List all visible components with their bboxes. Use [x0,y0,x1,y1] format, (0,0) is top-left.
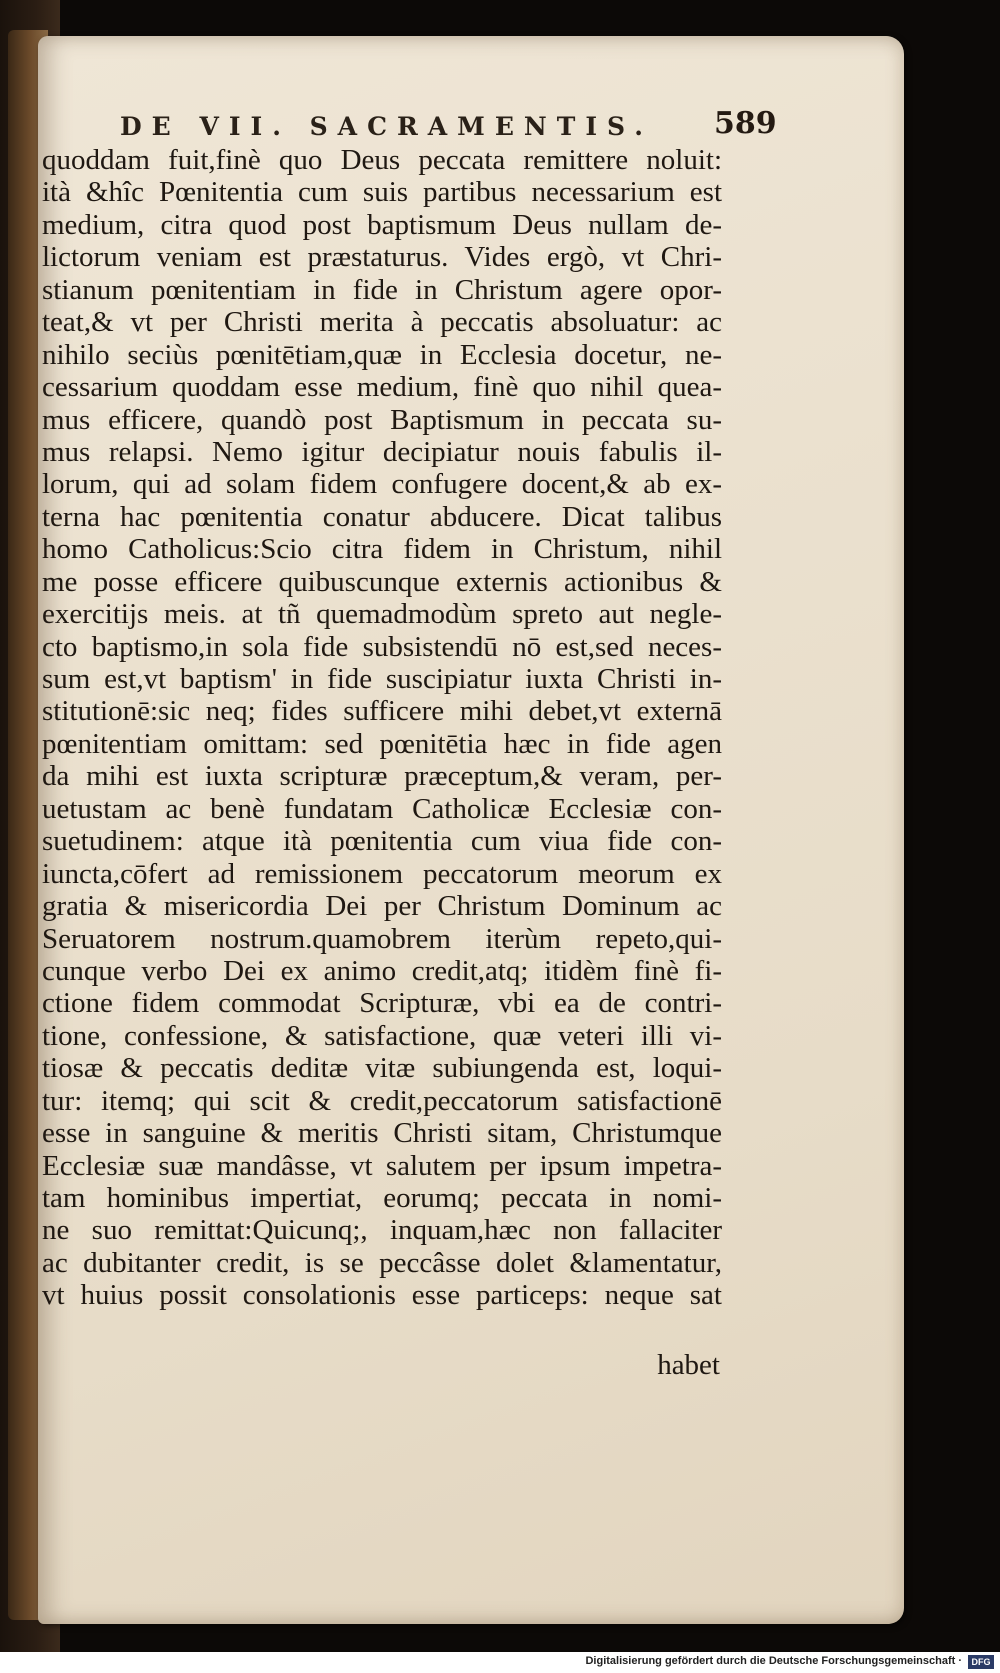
text-line: pœnitentiam omittam: sed pœnitētia hæc in fide agen [42,727,722,760]
text-line: ità &hîc Pœnitentia cum suis partibus necessarium est [42,176,722,209]
text-line: nihilo seciùs pœnitētiam,quæ in Ecclesia docetur, ne- [42,338,722,371]
text-line: cto baptismo,in sola fide subsistendū nō est,sed neces- [42,630,722,663]
text-line: Ecclesiæ suæ mandâsse, vt salutem per ipsum impetra- [42,1149,722,1182]
text-line: Seruatorem nostrum.quamobrem iterùm repeto,qui- [42,922,722,955]
text-line: mus relapsi. Nemo igitur decipiatur nouis fabulis il- [42,435,722,468]
text-line: suetudinem: atque ità pœnitentia cum viua fide con- [42,825,722,858]
text-line: da mihi est iuxta scripturæ præceptum,& veram, per- [42,760,722,793]
text-line: gratia & misericordia Dei per Christum Dominum ac [42,890,722,923]
text-line: quoddam fuit,finè quo Deus peccata remittere noluit: [42,144,722,176]
text-line: cessarium quoddam esse medium, finè quo nihil quea- [42,371,722,404]
text-line: tiosæ & peccatis deditæ vitæ subiungenda est, loqui- [42,1052,722,1085]
text-line: esse in sanguine & meritis Christi sitam, Christumque [42,1117,722,1150]
text-line: exercitijs meis. at tñ quemadmodùm spreto aut negle- [42,598,722,631]
text-line: tione, confessione, & satisfactione, quæ veteri illi vi- [42,1019,722,1052]
text-line: tam hominibus impertiat, eorumq; peccata in nomi- [42,1182,722,1214]
body-text [42,144,722,1312]
text-line: homo Catholicus:Scio citra fidem in Christum, nihil [42,533,722,566]
text-line: teat,& vt per Christi merita à peccatis absoluatur: ac [42,306,722,339]
text-line: lictorum veniam est præstaturus. Vides ergò, vt Chri- [42,241,722,274]
text-line: tur: itemq; qui scit & credit,peccatorum satisfactionē [42,1084,722,1117]
text-line: ctione fidem commodat Scripturæ, vbi ea de contri- [42,987,722,1020]
text-line: uetustam ac benè fundatam Catholicæ Ecclesiæ con- [42,792,722,825]
text-line: medium, citra quod post baptismum Deus nullam de- [42,208,722,241]
text-line: ne suo remittat:Quicunq;, inquam,hæc non fallaciter [42,1214,722,1247]
text-line: stitutionē:sic neq; fides sufficere mihi debet,vt externā [42,695,722,728]
text-line: lorum, qui ad solam fidem confugere docent,& ab ex- [42,468,722,501]
text-line: me posse efficere quibuscunque externis actionibus & [42,565,722,598]
catchword: habet [657,1349,720,1381]
text-line: stianum pœnitentiam in fide in Christum agere opor- [42,273,722,306]
text-line: iuncta,cōfert ad remissionem peccatorum meorum ex [42,857,722,890]
running-head: DE VII. SACRAMENTIS. [120,112,653,141]
dfg-logo: DFG [968,1655,994,1669]
text-line: cunque verbo Dei ex animo credit,atq; itidèm finè fi- [42,954,722,987]
footer-bar [0,1652,1000,1673]
text-line: ac dubitanter credit, is se peccâsse dolet &lamentatur, [42,1246,722,1279]
page-number: 589 [714,106,777,141]
footer-credit: Digitalisierung gefördert durch die Deutsche Forschungsgemeinschaft · [585,1655,962,1667]
text-line: terna hac pœnitentia conatur abducere. Dicat talibus [42,500,722,533]
text-line: sum est,vt baptism' in fide suscipiatur iuxta Christi in- [42,663,722,695]
text-line: mus efficere, quandò post Baptismum in peccata su- [42,403,722,436]
text-line: vt huius possit consolationis esse particeps: neque sat [42,1279,722,1312]
